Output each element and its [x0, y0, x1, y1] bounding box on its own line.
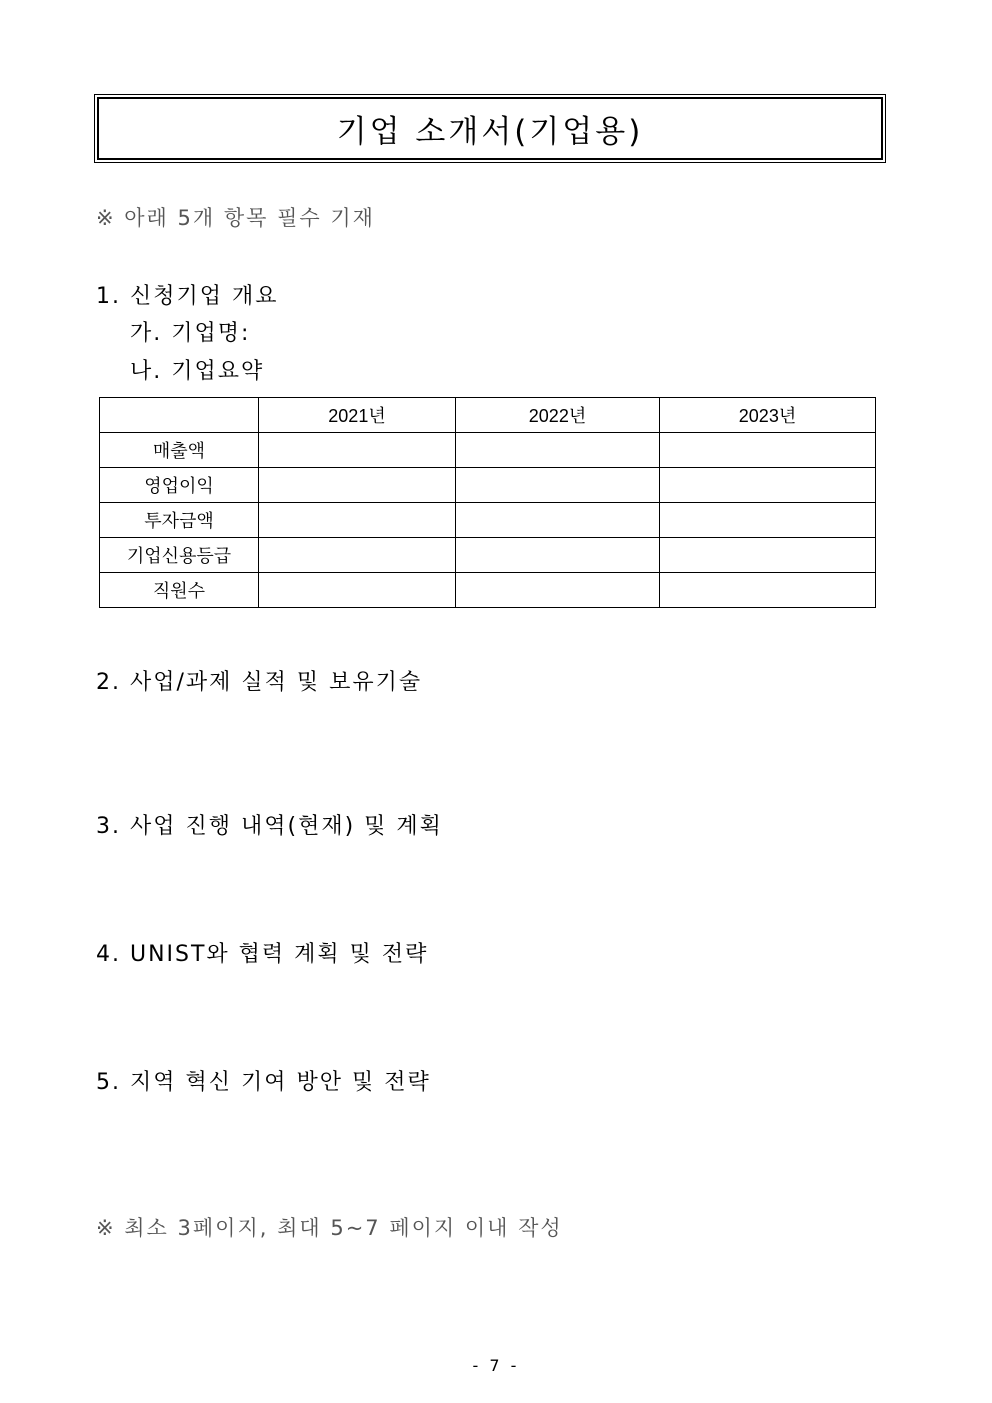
company-summary-label: 나. 기업요약 — [130, 359, 265, 384]
company-summary-table — [99, 397, 876, 608]
company-name-label: 가. 기업명: — [130, 321, 251, 346]
required-items-note: ※ 아래 5개 항목 필수 기재 — [96, 206, 375, 230]
section-2-heading: 2. 사업/과제 실적 및 보유기술 — [96, 670, 423, 695]
investment-2021-cell[interactable] — [259, 503, 456, 538]
credit-rating-2021-cell[interactable] — [259, 538, 456, 573]
section-4-heading: 4. UNIST와 협력 계획 및 전략 — [96, 942, 429, 967]
investment-2022-cell[interactable] — [456, 503, 660, 538]
employees-2022-cell[interactable] — [456, 573, 660, 608]
table-row — [100, 538, 876, 573]
row-label-credit-rating: 기업신용등급 — [100, 538, 259, 573]
year-header-2023: 2023년 — [660, 398, 876, 433]
document-title-box — [97, 97, 883, 160]
investment-2023-cell[interactable] — [660, 503, 876, 538]
table-row — [100, 503, 876, 538]
row-label-employees: 직원수 — [100, 573, 259, 608]
operating-profit-2023-cell[interactable] — [660, 468, 876, 503]
employees-2023-cell[interactable] — [660, 573, 876, 608]
revenue-2023-cell[interactable] — [660, 433, 876, 468]
row-label-investment: 투자금액 — [100, 503, 259, 538]
operating-profit-2022-cell[interactable] — [456, 468, 660, 503]
table-corner-cell — [100, 398, 259, 433]
page-number: - 7 - — [472, 1356, 520, 1375]
credit-rating-2022-cell[interactable] — [456, 538, 660, 573]
section-3-heading: 3. 사업 진행 내역(현재) 및 계획 — [96, 814, 443, 839]
employees-2021-cell[interactable] — [259, 573, 456, 608]
table-row — [100, 573, 876, 608]
revenue-2021-cell[interactable] — [259, 433, 456, 468]
document-title: 기업 소개서(기업용) — [336, 114, 644, 150]
row-label-operating-profit: 영업이익 — [100, 468, 259, 503]
year-header-2022: 2022년 — [456, 398, 660, 433]
row-label-revenue: 매출액 — [100, 433, 259, 468]
table-header-row — [100, 398, 876, 433]
credit-rating-2023-cell[interactable] — [660, 538, 876, 573]
operating-profit-2021-cell[interactable] — [259, 468, 456, 503]
table-row — [100, 433, 876, 468]
section-5-heading: 5. 지역 혁신 기여 방안 및 전략 — [96, 1070, 431, 1095]
table-row — [100, 468, 876, 503]
year-header-2021: 2021년 — [259, 398, 456, 433]
revenue-2022-cell[interactable] — [456, 433, 660, 468]
page-limit-note: ※ 최소 3페이지, 최대 5~7 페이지 이내 작성 — [96, 1216, 563, 1240]
section-1-heading: 1. 신청기업 개요 — [96, 284, 279, 309]
